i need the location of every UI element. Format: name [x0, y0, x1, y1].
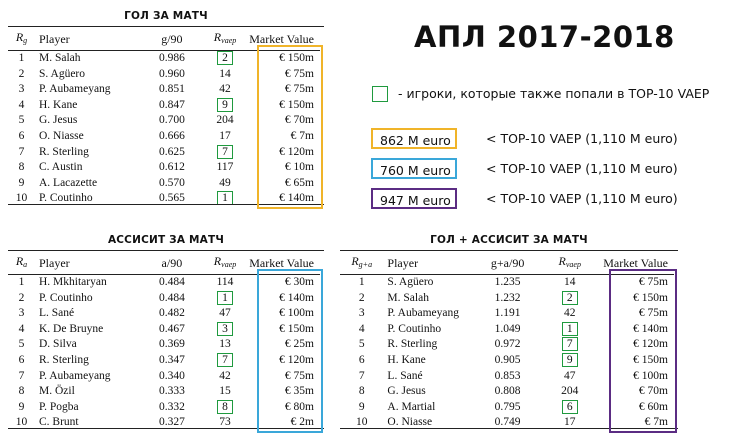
market-value-cell: € 30m	[284, 276, 314, 288]
market-value-cell: € 140m	[279, 192, 314, 205]
rank-cell: 7	[358, 369, 365, 382]
rate-cell: 0.484	[158, 291, 185, 304]
player-cell: G. Jesus	[39, 114, 78, 127]
vaep-rank-cell	[201, 275, 249, 291]
top10-vaep-marker: 9	[217, 98, 233, 112]
rate-cell: 0.340	[158, 369, 185, 382]
market-value-cell: € 65m	[284, 176, 314, 189]
vaep-rank-cell	[201, 369, 249, 385]
assists-panel	[8, 234, 324, 434]
market-value-cell: € 100m	[279, 307, 314, 320]
sum-box-goals: 862 M euro	[371, 128, 457, 149]
market-value-cell: € 2m	[290, 416, 314, 429]
player-cell: R. Sterling	[387, 338, 438, 351]
rate-cell: 0.484	[158, 276, 185, 288]
top10-vaep-marker: 1	[217, 291, 233, 305]
assists-table-title: АССИСИТ ЗА МАТЧ	[107, 234, 225, 246]
rank-cell: 1	[18, 276, 25, 288]
rate-cell: 0.482	[158, 307, 185, 320]
rate-cell: 0.612	[158, 161, 185, 174]
player-cell: P. Coutinho	[387, 322, 442, 335]
player-cell: R. Sterling	[39, 145, 89, 158]
rate-cell: 0.700	[158, 114, 185, 127]
top10-vaep-marker: 2	[217, 51, 233, 65]
rank-cell: 5	[358, 338, 365, 351]
assists-market-value-highlight	[257, 269, 323, 433]
sum-box-combined: 947 M euro	[371, 188, 457, 209]
vaep-value: 42	[219, 83, 231, 96]
market-value-cell: € 70m	[638, 385, 668, 398]
rank-cell: 2	[18, 291, 25, 304]
player-cell: M. Salah	[387, 291, 429, 304]
vaep-rank-cell	[201, 98, 249, 114]
market-value-header: Market Value	[249, 256, 314, 270]
rank-cell: 5	[18, 338, 25, 351]
market-value-cell: € 10m	[284, 161, 314, 174]
vaep-rank-header: $R_{vaep}$	[558, 254, 581, 269]
rate-cell: 0.749	[494, 416, 521, 429]
compare-assists: < TOP-10 VAEP (1,110 M euro)	[486, 161, 678, 176]
vaep-value: 117	[216, 161, 234, 174]
player-cell: M. Salah	[39, 52, 81, 64]
vaep-rank-cell	[536, 306, 603, 322]
rate-cell: 0.467	[158, 322, 185, 335]
player-cell: P. Aubameyang	[39, 369, 111, 382]
rate-cell: 0.986	[158, 52, 185, 64]
market-value-cell: € 7m	[290, 129, 314, 142]
vaep-rank-cell	[201, 384, 249, 400]
rate-cell: 0.565	[158, 192, 185, 205]
market-value-cell: € 70m	[284, 114, 314, 127]
rank-cell: 8	[358, 385, 365, 398]
market-value-cell: € 150m	[279, 322, 314, 335]
rate-cell: 0.625	[158, 145, 185, 158]
rate-cell: 0.666	[158, 129, 185, 142]
rank-cell: 2	[358, 291, 365, 304]
compare-combined: < TOP-10 VAEP (1,110 M euro)	[486, 191, 678, 206]
vaep-rank-header: $R_{vaep}$	[213, 254, 237, 269]
rate-cell: 1.232	[494, 291, 521, 304]
vaep-rank-cell	[201, 160, 249, 176]
player-cell: C. Brunt	[39, 416, 79, 429]
vaep-rank-cell	[536, 291, 603, 307]
vaep-rank-cell	[201, 322, 249, 338]
vaep-rank-cell	[201, 145, 249, 161]
page-title: АПЛ 2017-2018	[414, 20, 675, 54]
market-value-cell: € 75m	[284, 369, 314, 382]
rate-header: a/90	[161, 256, 183, 270]
vaep-rank-cell	[201, 306, 249, 322]
vaep-value: 47	[564, 369, 576, 382]
rate-cell: 0.333	[158, 385, 185, 398]
vaep-value: 42	[219, 369, 231, 382]
player-cell: P. Pogba	[39, 400, 79, 413]
rate-cell: 1.191	[494, 307, 521, 320]
player-cell: L. Sané	[39, 307, 75, 320]
rank-cell: 4	[18, 322, 25, 335]
market-value-cell: € 120m	[633, 338, 668, 351]
rank-cell: 10	[355, 416, 368, 429]
market-value-cell: € 75m	[638, 276, 668, 288]
vaep-value: 13	[219, 338, 231, 351]
rank-header: $R_a$	[15, 254, 28, 269]
rank-cell: 1	[358, 276, 365, 288]
rate-cell: 1.235	[494, 276, 521, 288]
market-value-cell: € 140m	[279, 291, 314, 304]
vaep-rank-cell	[536, 400, 603, 416]
vaep-value: 204	[216, 114, 234, 127]
rank-cell: 4	[358, 322, 365, 335]
market-value-cell: € 140m	[633, 322, 668, 335]
top10-vaep-marker: 9	[562, 353, 578, 367]
market-value-cell: € 80m	[284, 400, 314, 413]
rate-cell: 0.795	[494, 400, 521, 413]
rate-cell: 0.972	[494, 338, 521, 351]
market-value-cell: € 100m	[633, 369, 668, 382]
market-value-cell: € 75m	[284, 83, 314, 96]
rate-cell: 0.905	[494, 353, 521, 366]
goals-panel	[8, 10, 324, 220]
rank-cell: 9	[18, 400, 25, 413]
rank-cell: 6	[358, 353, 365, 366]
top-rule	[8, 250, 324, 251]
player-cell: A. Lacazette	[39, 176, 98, 189]
top10-vaep-marker: 1	[562, 322, 578, 336]
top10-vaep-marker: 8	[217, 400, 233, 414]
rank-cell: 2	[18, 67, 25, 80]
vaep-rank-cell	[536, 369, 603, 385]
goals-table-title: ГОЛ ЗА МАТЧ	[124, 10, 208, 22]
vaep-rank-cell	[536, 353, 603, 369]
vaep-rank-cell	[536, 322, 603, 338]
compare-goals: < TOP-10 VAEP (1,110 M euro)	[486, 131, 678, 146]
player-cell: L. Sané	[387, 369, 423, 382]
market-value-cell: € 150m	[633, 291, 668, 304]
top-rule	[8, 26, 324, 27]
vaep-rank-cell	[201, 129, 249, 145]
vaep-value: 42	[564, 307, 576, 320]
market-value-cell: € 150m	[633, 353, 668, 366]
rank-cell: 1	[18, 52, 25, 64]
legend-green-text: - игроки, которые также попали в TOP-10 VAEP	[398, 86, 710, 101]
rank-cell: 6	[18, 129, 25, 142]
player-cell: S. Agüero	[387, 276, 434, 288]
player-cell: P. Aubameyang	[387, 307, 459, 320]
player-cell: K. De Bruyne	[39, 322, 104, 335]
rate-header: g/90	[161, 32, 183, 46]
vaep-rank-cell	[201, 353, 249, 369]
player-cell: G. Jesus	[387, 385, 426, 398]
rank-header: $R_{g+a}$	[351, 254, 373, 269]
combined-market-value-highlight	[609, 269, 677, 433]
sum-box-assists: 760 M euro	[371, 158, 457, 179]
player-cell: M. Özil	[39, 385, 75, 398]
rate-cell: 0.847	[158, 98, 185, 111]
rate-cell: 0.960	[158, 67, 185, 80]
rate-cell: 0.851	[158, 83, 185, 96]
market-value-cell: € 60m	[638, 400, 668, 413]
top10-vaep-marker: 3	[217, 322, 233, 336]
player-cell: O. Niasse	[39, 129, 84, 142]
rank-cell: 3	[18, 307, 25, 320]
vaep-rank-cell	[536, 384, 603, 400]
rank-cell: 7	[18, 145, 25, 158]
market-value-cell: € 25m	[284, 338, 314, 351]
rank-cell: 4	[18, 98, 25, 111]
market-value-cell: € 75m	[638, 307, 668, 320]
player-cell: R. Sterling	[39, 353, 89, 366]
market-value-cell: € 35m	[284, 385, 314, 398]
vaep-value: 17	[219, 129, 231, 142]
top10-vaep-marker: 7	[217, 353, 233, 367]
combined-panel	[340, 234, 678, 434]
vaep-rank-cell	[201, 176, 249, 192]
vaep-rank-cell	[536, 275, 603, 291]
rate-cell: 0.369	[158, 338, 185, 351]
rate-cell: 0.570	[158, 176, 185, 189]
rate-cell: 0.808	[494, 385, 521, 398]
rank-cell: 6	[18, 353, 25, 366]
top10-vaep-marker: 6	[562, 400, 578, 414]
vaep-value: 17	[564, 416, 576, 429]
market-value-cell: € 120m	[279, 145, 314, 158]
vaep-value: 14	[219, 67, 231, 80]
player-cell: C. Austin	[39, 161, 83, 174]
vaep-value: 204	[561, 385, 579, 398]
rank-cell: 7	[18, 369, 25, 382]
player-cell: P. Aubameyang	[39, 83, 111, 96]
vaep-rank-cell	[201, 51, 249, 67]
market-value-header: Market Value	[603, 256, 668, 270]
top10-vaep-marker: 7	[562, 337, 578, 351]
top10-vaep-marker: 2	[562, 291, 578, 305]
rate-cell: 0.327	[158, 416, 185, 429]
player-cell: O. Niasse	[387, 416, 433, 429]
player-header: Player	[387, 256, 419, 270]
rate-header: g+a/90	[490, 256, 525, 270]
rate-cell: 0.332	[158, 400, 185, 413]
rank-header: $R_g$	[15, 30, 28, 45]
rank-cell: 9	[358, 400, 365, 413]
player-cell: H. Kane	[387, 353, 426, 366]
top10-vaep-marker: 1	[217, 191, 233, 205]
rank-cell: 5	[18, 114, 25, 127]
player-cell: P. Coutinho	[39, 291, 93, 304]
player-cell: P. Coutinho	[39, 192, 93, 205]
vaep-value: 14	[564, 276, 576, 288]
vaep-rank-cell	[201, 82, 249, 98]
rate-cell: 1.049	[494, 322, 521, 335]
combined-table-title: ГОЛ + АССИСИТ ЗА МАТЧ	[430, 234, 588, 246]
market-value-cell: € 120m	[279, 353, 314, 366]
vaep-value: 47	[219, 307, 231, 320]
rank-cell: 10	[15, 416, 28, 429]
vaep-rank-cell	[201, 291, 249, 307]
vaep-value: 49	[219, 176, 231, 189]
rate-cell: 0.853	[494, 369, 521, 382]
player-cell: H. Mkhitaryan	[39, 276, 107, 288]
market-value-cell: € 150m	[279, 52, 314, 64]
player-header: Player	[39, 32, 70, 46]
rank-cell: 3	[18, 83, 25, 96]
market-value-cell: € 75m	[284, 67, 314, 80]
green-square-icon	[372, 86, 388, 102]
rank-cell: 9	[18, 176, 25, 189]
vaep-rank-cell	[201, 400, 249, 416]
vaep-rank-cell	[201, 67, 249, 83]
vaep-value: 73	[219, 416, 231, 429]
market-value-cell: € 150m	[279, 98, 314, 111]
market-value-header: Market Value	[249, 32, 314, 46]
player-cell: D. Silva	[39, 338, 77, 351]
rank-cell: 8	[18, 385, 25, 398]
rank-cell: 10	[15, 192, 28, 205]
top10-vaep-marker: 7	[217, 145, 233, 159]
rate-cell: 0.347	[158, 353, 185, 366]
rank-cell: 3	[358, 307, 365, 320]
player-header: Player	[39, 256, 70, 270]
top-rule	[340, 250, 678, 251]
vaep-rank-cell	[201, 113, 249, 129]
vaep-value: 15	[219, 385, 231, 398]
vaep-rank-cell	[201, 337, 249, 353]
vaep-value: 114	[216, 276, 234, 288]
player-cell: A. Martial	[387, 400, 436, 413]
vaep-rank-header: $R_{vaep}$	[213, 30, 237, 45]
vaep-rank-cell	[536, 337, 603, 353]
market-value-cell: € 7m	[644, 416, 668, 429]
player-cell: H. Kane	[39, 98, 78, 111]
goals-market-value-highlight	[257, 45, 323, 209]
player-cell: S. Agüero	[39, 67, 85, 80]
rank-cell: 8	[18, 161, 25, 174]
